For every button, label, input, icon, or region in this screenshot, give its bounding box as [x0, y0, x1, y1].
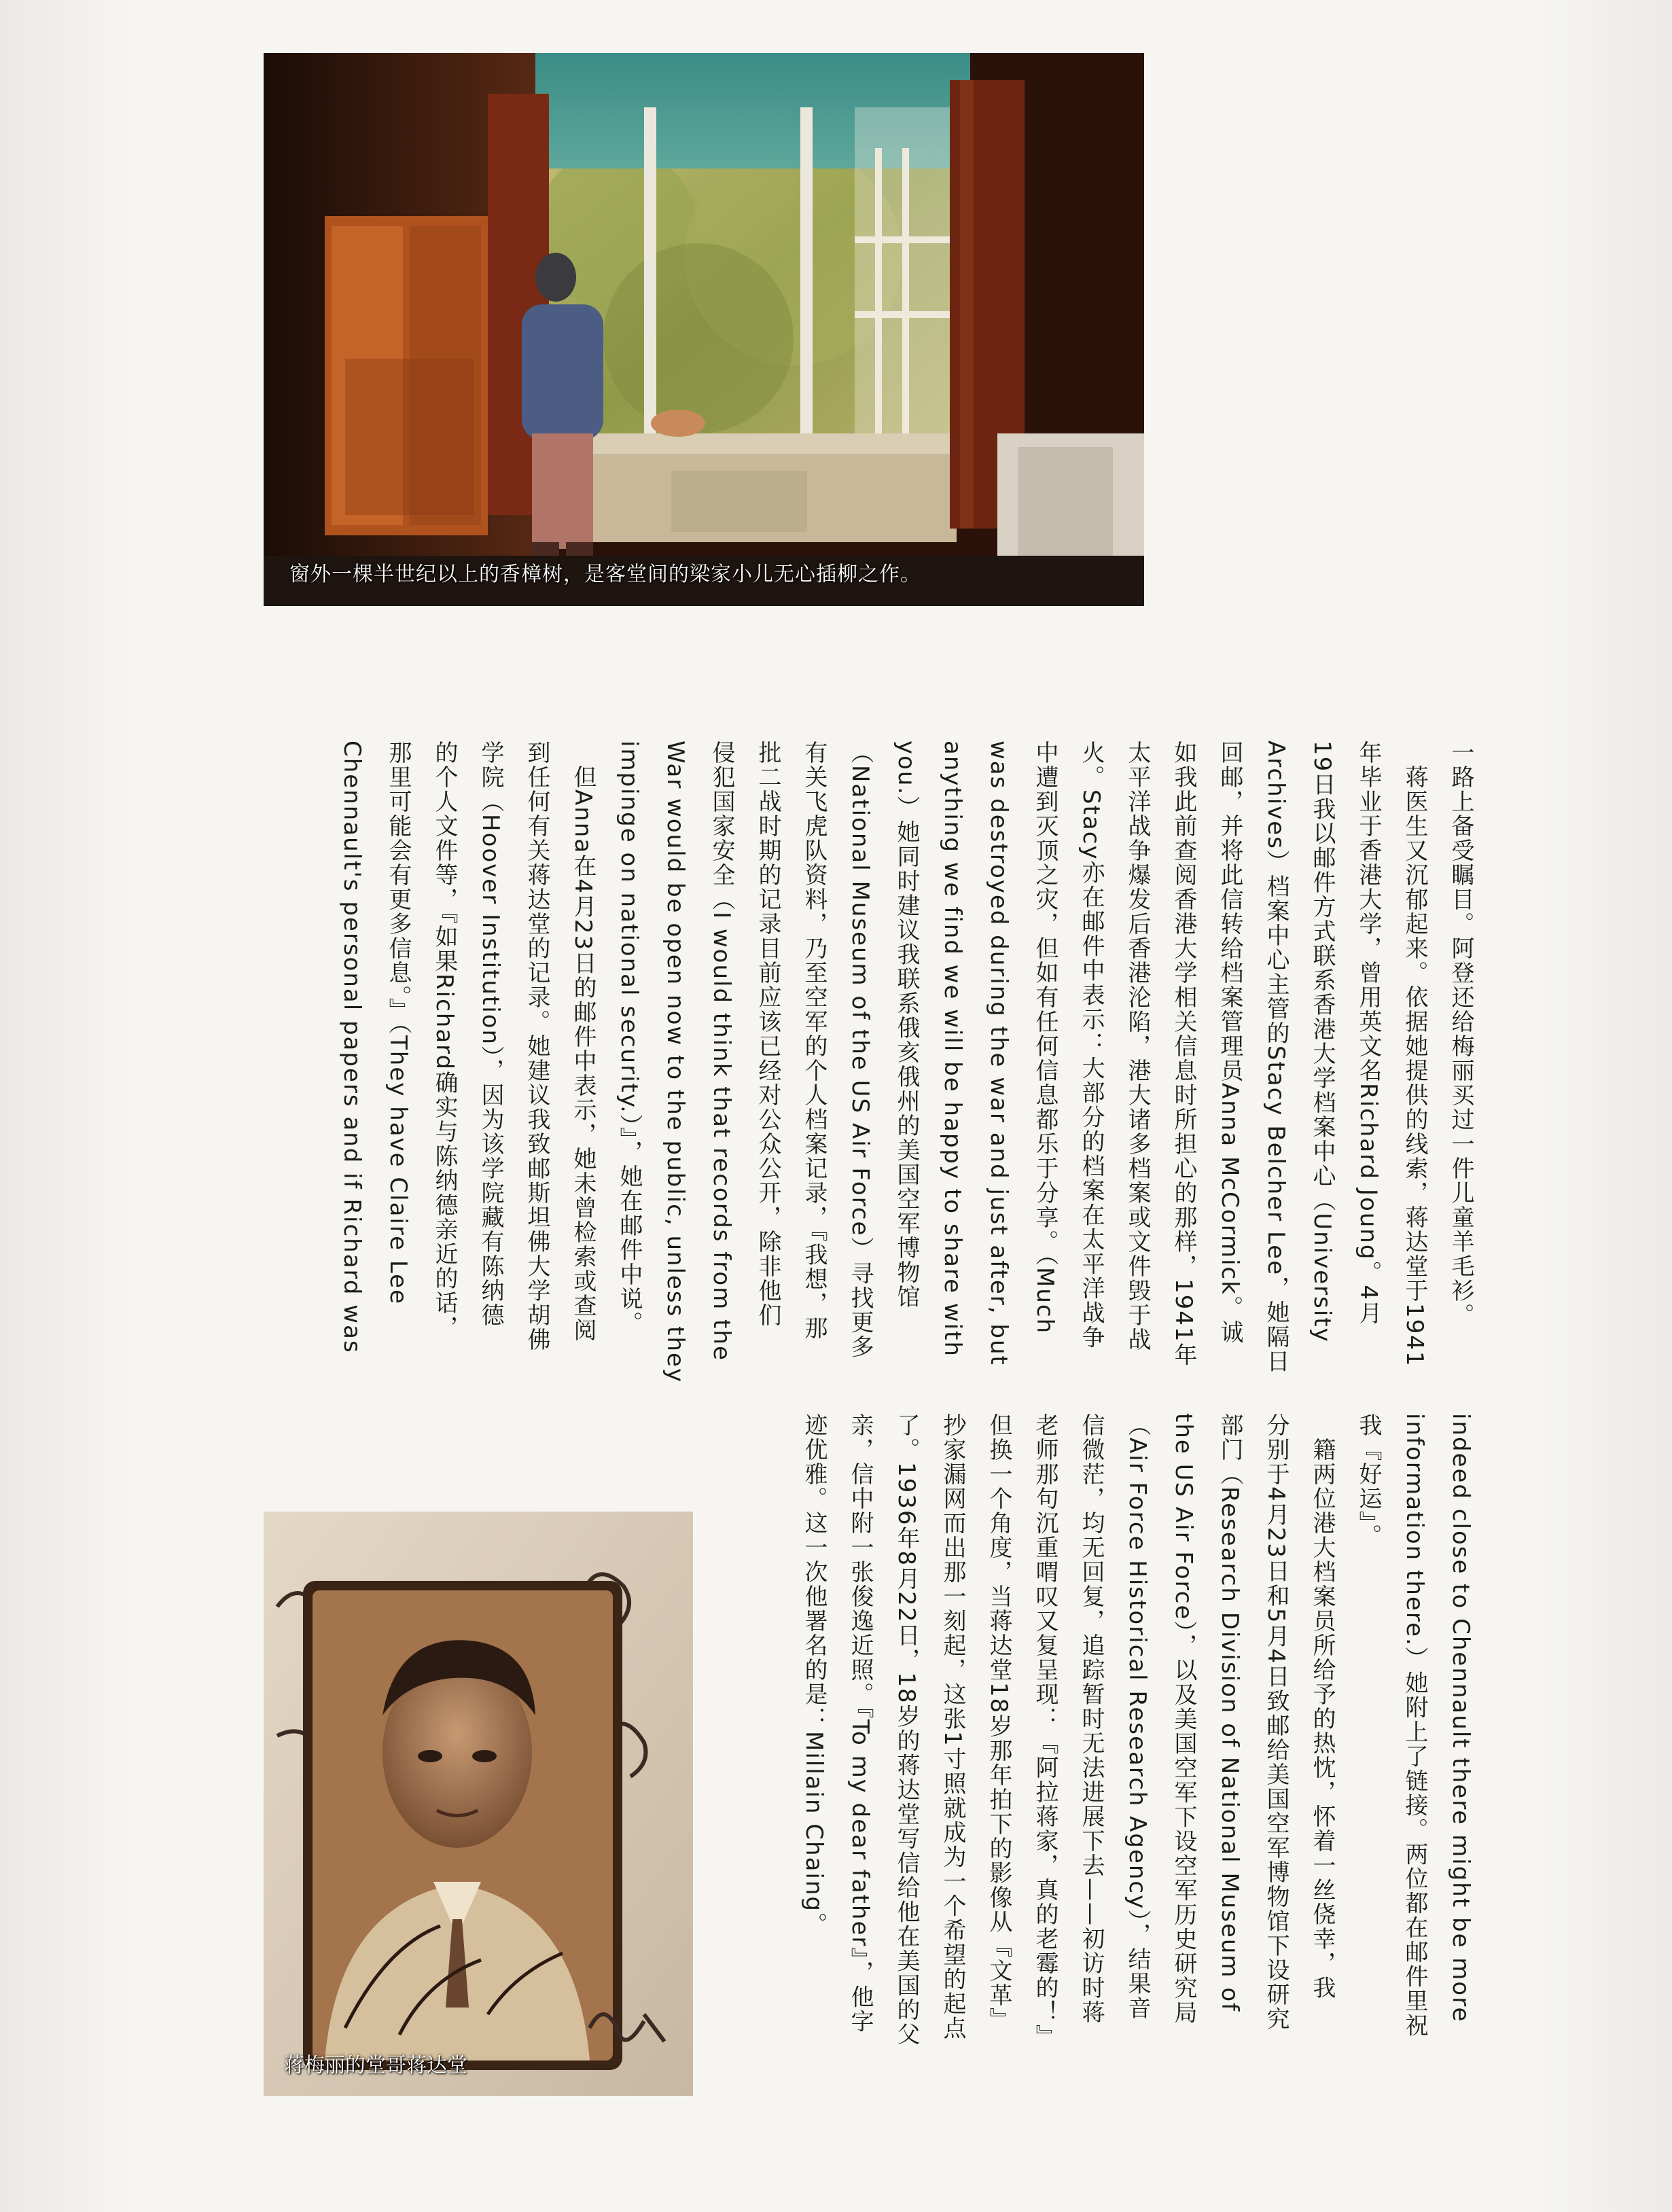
text-line: 但Anna在4月23日的邮件中表示，她未曾检索或查阅: [569, 741, 597, 1343]
text-line: 到任何有关蒋达堂的记录。她建议我致邮斯坦佛大学胡佛: [523, 741, 550, 1352]
text-line: 批二战时期的记录目前应该已经对公众公开，除非他们: [754, 741, 781, 1327]
text-line: 分别于4月23日和5月4日致邮给美国空军博物馆下设研究: [1262, 1413, 1289, 2032]
portrait-image: [264, 1512, 693, 2096]
text-line: 抄家漏网而出那一刻起，这张1寸照就成为一个希望的起点: [939, 1413, 966, 2041]
photo-caption: 窗外一棵半世纪以上的香樟树，是客堂间的梁家小儿无心插柳之作。: [289, 563, 921, 586]
text-line: information there.）她附上了链接。两位都在邮件里祝: [1401, 1413, 1428, 2038]
text-line: Archives）档案中心主管的Stacy Belcher Lee，她隔日: [1262, 741, 1289, 1374]
text-line: 迹优雅。这一次他署名的是：Millain Chaing。: [800, 1413, 828, 1938]
text-line: 那里可能会有更多信息。』（They have Claire Lee: [385, 741, 412, 1305]
text-line: 信微茫，均无回复，追踪暂时无法进展下去——初访时蒋: [1078, 1413, 1105, 2024]
text-line: 如我此前查阅香港大学相关信息时所担心的那样，1941年: [1170, 741, 1197, 1368]
text-line: （National Museum of the US Air Force）寻找更多: [847, 741, 874, 1359]
text-line: 太平洋战争爆发后香港沦陷，港大诸多档案或文件毁于战: [1124, 741, 1151, 1352]
text-line: 籍两位港大档案员所给予的热忱，怀着一丝侥幸，我: [1309, 1413, 1336, 2000]
text-line: 学院（Hoover Institution），因为该学院藏有陈纳德: [477, 741, 504, 1328]
article-column-a: [265, 741, 1484, 1386]
text-line: you.）她同时建议我联系俄亥俄州的美国空军博物馆: [893, 741, 920, 1310]
text-line: 但换一个角度，当蒋达堂18岁那年拍下的影像从『文革』: [985, 1413, 1012, 2033]
text-line: 年毕业于香港大学，曾用英文名Richard Joung。4月: [1355, 741, 1382, 1326]
text-line: the US Air Force），以及美国空军下设空军历史研究局: [1170, 1413, 1197, 2025]
text-line: anything we find we will be happy to share with: [939, 741, 966, 1358]
text-line: 火。Stacy亦在邮件中表示：大部分的档案在太平洋战争: [1078, 741, 1105, 1350]
text-line: indeed close to Chennault there might be more: [1447, 1413, 1474, 2023]
text-line: 了。1936年8月22日，18岁的蒋达堂写信给他在美国的父: [893, 1413, 920, 2047]
article-column-b: [747, 1413, 1484, 2133]
bottom-photo: [264, 1512, 693, 2096]
text-line: 有关飞虎队资料，乃至空军的个人档案记录，『我想，那: [800, 741, 828, 1340]
text-line: Chennault's personal papers and if Richard was: [338, 741, 366, 1354]
text-line: （Air Force Historical Research Agency），结果音: [1124, 1413, 1151, 2021]
text-line: 我『好运』。: [1355, 1413, 1382, 1548]
photo-caption: 蒋梅丽的堂哥蒋达堂: [284, 2054, 467, 2077]
text-line: 一路上备受瞩目。阿登还给梅丽买过一件儿童羊毛衫。: [1447, 741, 1474, 1327]
text-line: 回邮，并将此信转给档案管理员Anna McCormick。诚: [1216, 741, 1243, 1344]
text-line: 老师那句沉重喟叹又复呈现：『阿拉蒋家，真的老霉的！』: [1031, 1413, 1059, 2049]
text-line: 19日我以邮件方式联系香港大学档案中心（University: [1309, 741, 1336, 1343]
film-still-image: [264, 53, 1144, 606]
text-line: 部门（Research Division of National Museum of: [1216, 1413, 1243, 2013]
text-line: 侵犯国家安全（I would think that records from the: [708, 741, 735, 1361]
top-photo: [264, 53, 1144, 606]
text-line: impinge on national security.）』，她在邮件中说。: [616, 741, 643, 1336]
text-line: 蒋医生又沉郁起来。依据她提供的线索，蒋达堂于1941: [1401, 741, 1428, 1368]
text-line: 中遭到灭顶之灾，但如有任何信息都乐于分享。（Much: [1031, 741, 1059, 1335]
text-line: was destroyed during the war and just after, but: [985, 741, 1012, 1366]
text-line: War would be open now to the public, unless they: [662, 741, 689, 1384]
text-line: 的个人文件等，『如果Richard确实与陈纳德亲近的话，: [431, 741, 458, 1340]
text-line: 亲，信中附一张俊逸近照。『To my dear father』，他字: [847, 1413, 874, 2034]
